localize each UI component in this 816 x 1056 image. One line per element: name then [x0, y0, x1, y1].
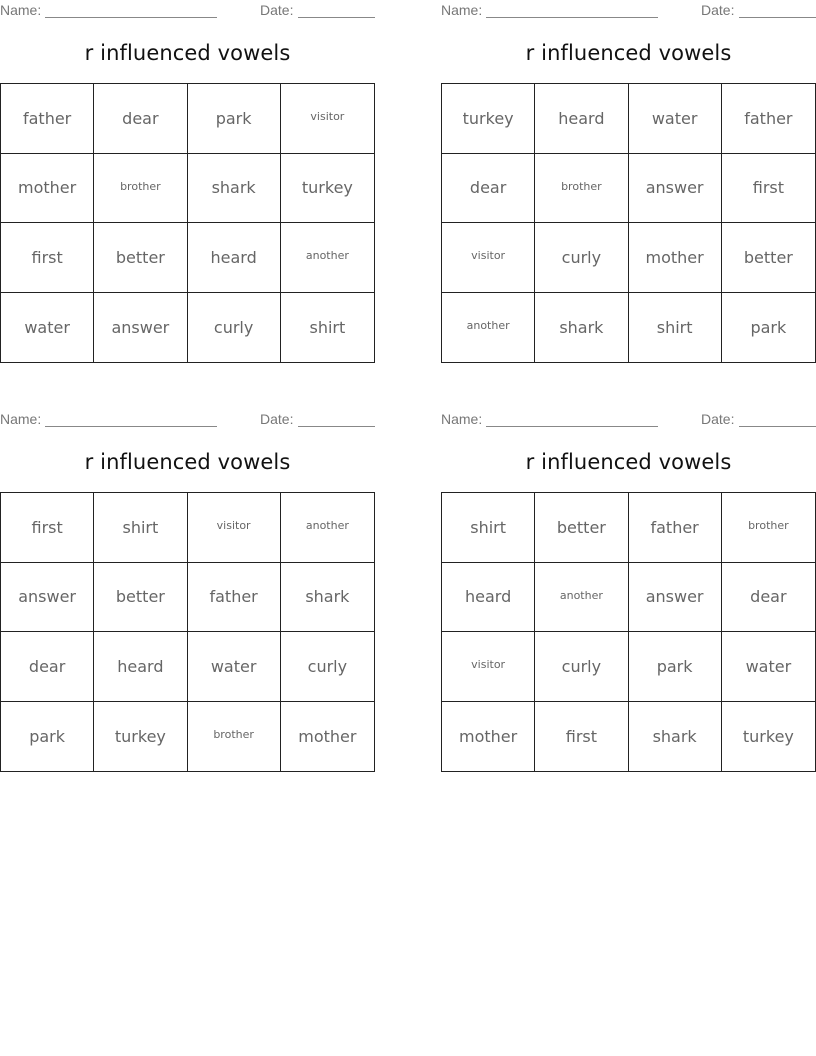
name-label: Name: [441, 2, 483, 18]
date-label: Date: [701, 2, 735, 18]
grid-cell: mother [442, 702, 535, 772]
grid-cell: shirt [309, 317, 346, 337]
header-row [0, 2, 375, 20]
grid-cell: water [629, 84, 722, 154]
grid-cell: visitor [442, 632, 535, 702]
grid-cell: brother [188, 702, 281, 772]
name-label: Name: [0, 2, 42, 18]
grid-cell: curly [535, 632, 628, 702]
grid-cell: brother [535, 154, 628, 224]
grid-cell: answer [1, 563, 94, 633]
grid-cell: turkey [442, 84, 535, 154]
grid-cell: water [1, 293, 94, 363]
grid-cell: answer [629, 563, 722, 633]
grid-cell: park [1, 702, 94, 772]
grid-cell: father [188, 563, 281, 633]
grid-cell: shirt [629, 293, 722, 363]
grid-cell: turkey [281, 154, 374, 224]
grid-cell: heard [535, 84, 628, 154]
date-blank-line [739, 17, 816, 18]
date-blank-line [298, 17, 375, 18]
grid-cell: father [1, 84, 94, 154]
grid-cell: first [535, 702, 628, 772]
bingo-card [0, 409, 375, 773]
grid-cell: mother [1, 154, 94, 224]
bingo-card [0, 0, 375, 364]
card-title: r influenced vowels [525, 450, 732, 474]
grid-cell: park [188, 84, 281, 154]
name-blank-line [45, 17, 217, 18]
date-label: Date: [260, 411, 294, 427]
grid-cell: dear [722, 563, 815, 633]
grid-cell: first [722, 154, 815, 224]
grid-cell: visitor [188, 493, 281, 563]
grid-cell: heard [94, 632, 187, 702]
grid-cell: better [94, 563, 187, 633]
grid-cell: heard [442, 563, 535, 633]
bingo-grid [0, 492, 375, 772]
grid-cell: dear [1, 632, 94, 702]
grid-cell: shirt [94, 493, 187, 563]
bingo-grid [441, 492, 816, 772]
date-blank-line [298, 426, 375, 427]
grid-cell: better [722, 223, 815, 293]
grid-cell: water [188, 632, 281, 702]
grid-cell: visitor [281, 84, 374, 154]
grid-cell: shark [188, 154, 281, 224]
grid-cell: heard [188, 223, 281, 293]
grid-cell: another [442, 293, 535, 363]
grid-cell: mother [629, 223, 722, 293]
grid-cell: shark [629, 702, 722, 772]
grid-cell: another [281, 493, 374, 563]
grid-cell: answer [94, 293, 187, 363]
name-label: Name: [0, 411, 42, 427]
grid-cell: park [629, 632, 722, 702]
bingo-card [441, 0, 816, 364]
bingo-grid [0, 83, 375, 363]
card-title: r influenced vowels [84, 41, 291, 65]
grid-cell: visitor [442, 223, 535, 293]
card-title: r influenced vowels [525, 41, 732, 65]
name-blank-line [45, 426, 217, 427]
grid-cell: first [1, 493, 94, 563]
grid-cell: turkey [94, 702, 187, 772]
card-title: r influenced vowels [84, 450, 291, 474]
date-label: Date: [701, 411, 735, 427]
date-blank-line [739, 426, 816, 427]
grid-cell: brother [94, 154, 187, 224]
grid-cell: dear [94, 84, 187, 154]
grid-cell: shark [281, 563, 374, 633]
grid-cell: better [94, 223, 187, 293]
name-blank-line [486, 17, 658, 18]
grid-cell: curly [188, 293, 281, 363]
header-row [441, 411, 816, 429]
date-label: Date: [260, 2, 294, 18]
grid-cell: curly [281, 632, 374, 702]
grid-cell: brother [722, 493, 815, 563]
grid-cell: another [535, 563, 628, 633]
name-blank-line [486, 426, 658, 427]
grid-cell: park [750, 317, 787, 337]
header-row [0, 411, 375, 429]
grid-cell: father [722, 84, 815, 154]
grid-cell: mother [298, 726, 357, 746]
grid-cell: answer [629, 154, 722, 224]
header-row [441, 2, 816, 20]
bingo-grid [441, 83, 816, 363]
grid-cell: better [535, 493, 628, 563]
grid-cell: curly [535, 223, 628, 293]
grid-cell: turkey [742, 726, 794, 746]
name-label: Name: [441, 411, 483, 427]
bingo-card [441, 409, 816, 773]
grid-cell: first [1, 223, 94, 293]
grid-cell: dear [442, 154, 535, 224]
grid-cell: shark [535, 293, 628, 363]
grid-cell: water [722, 632, 815, 702]
grid-cell: shirt [442, 493, 535, 563]
grid-cell: another [281, 223, 374, 293]
grid-cell: father [629, 493, 722, 563]
